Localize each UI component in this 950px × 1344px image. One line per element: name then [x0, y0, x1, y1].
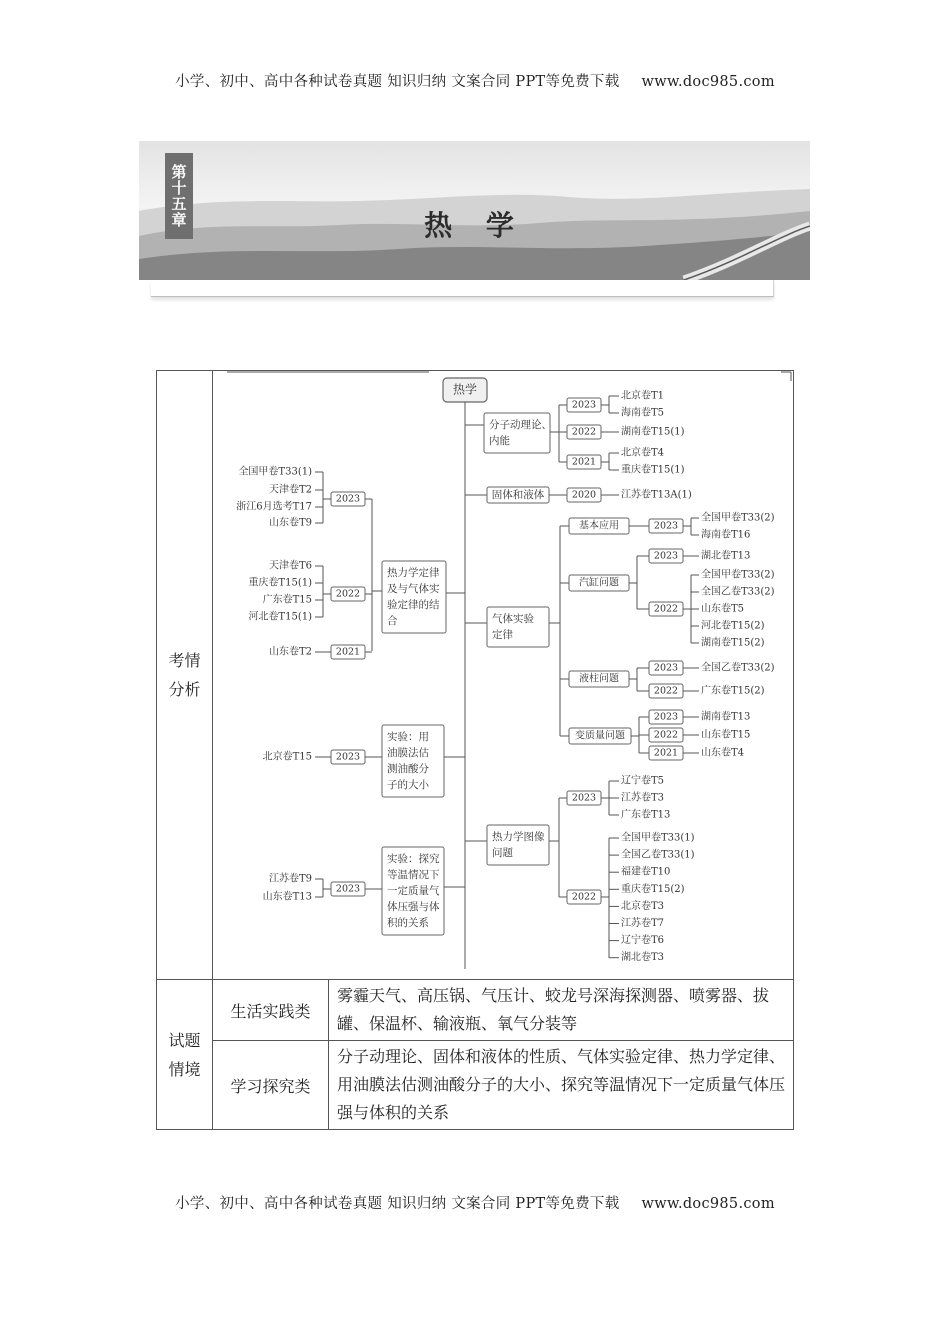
- chapter-title: 热 学: [424, 209, 526, 242]
- page-footer: [0, 1192, 950, 1213]
- year-label: 2022: [571, 426, 597, 438]
- item-label: 湖北卷T13: [701, 550, 751, 562]
- item-label: 湖北卷T3: [621, 952, 665, 964]
- year-label: 2023: [335, 751, 361, 763]
- item-label: 广东卷T15: [262, 594, 312, 606]
- banner-shadow: [151, 280, 774, 297]
- year-label: 2022: [335, 588, 361, 600]
- item-label: 河北卷T15(1): [248, 611, 312, 623]
- topic-law-text: 合: [387, 615, 398, 627]
- year-label: 2022: [653, 729, 679, 741]
- item-label: 江苏卷T7: [621, 918, 665, 929]
- item-label: 全国甲卷T33(2): [701, 512, 775, 524]
- item-label: 辽宁卷T5: [621, 775, 665, 787]
- context-label-study: 学习探究类: [213, 1041, 329, 1130]
- year-label: 2023: [335, 883, 361, 895]
- footer-text: 小学、初中、高中各种试卷真题 知识归纳 文案合同 PPT等免费下载: [175, 1196, 620, 1212]
- row-label-analysis: 考情分析: [157, 371, 213, 980]
- context-text-life: 雾霾天气、高压锅、气压计、蛟龙号深海探测器、喷雾器、拔罐、保温杯、输液瓶、氧气分装等: [329, 980, 794, 1041]
- topic-thermo-graph-text: 热力学图像: [492, 831, 545, 843]
- item-label: 北京卷T15: [262, 751, 312, 763]
- item-label: 海南卷T5: [621, 407, 665, 419]
- header-text: 小学、初中、高中各种试卷真题 知识归纳 文案合同 PPT等免费下载: [175, 74, 620, 90]
- item-label: 湖南卷T15(1): [621, 426, 685, 438]
- item-label: 重庆卷T15(1): [248, 577, 312, 589]
- topic-molecular-text: 内能: [489, 435, 510, 447]
- year-label: 2022: [571, 891, 597, 903]
- item-label: 山东卷T9: [268, 517, 312, 529]
- topic-gas-text: 定律: [492, 629, 513, 641]
- topic-thermo-graph-text: 问题: [492, 847, 513, 859]
- mindmap-cell: [213, 371, 794, 980]
- chapter-tag: 第十五章: [165, 153, 193, 239]
- item-label: 湖南卷T15(2): [701, 637, 765, 649]
- year-label: 2023: [653, 711, 679, 723]
- year-label: 2022: [653, 603, 679, 615]
- year-label: 2023: [653, 520, 679, 532]
- subtopic-cylinder-text: 汽缸问题: [579, 577, 619, 589]
- page-header: [0, 70, 950, 91]
- topic-explore-text: 实验：探究: [387, 853, 440, 865]
- item-label: 重庆卷T15(1): [621, 464, 685, 476]
- year-label: 2020: [571, 489, 597, 501]
- topic-oil-text: 子的大小: [387, 779, 429, 791]
- item-label: 全国乙卷T33(1): [621, 849, 695, 861]
- item-label: 山东卷T4: [701, 747, 745, 759]
- topic-explore-text: 积的关系: [387, 917, 429, 929]
- year-label: 2021: [653, 747, 679, 759]
- topic-law-text: 热力学定律: [387, 567, 440, 579]
- footer-url: www.doc985.com: [641, 1196, 775, 1212]
- item-label: 天津卷T6: [268, 560, 312, 572]
- item-label: 全国甲卷T33(1): [238, 466, 312, 478]
- topic-molecular-text: 分子动理论、: [489, 419, 552, 431]
- item-label: 浙江6月选考T17: [236, 501, 312, 513]
- topic-oil-text: 油膜法估: [387, 747, 429, 759]
- item-label: 全国甲卷T33(1): [621, 832, 695, 844]
- exam-analysis-table: [156, 370, 794, 1130]
- item-label: 广东卷T15(2): [701, 685, 765, 697]
- item-label: 全国乙卷T33(2): [701, 662, 775, 674]
- subtopic-liquid-text: 液柱问题: [579, 673, 619, 685]
- item-label: 山东卷T15: [701, 729, 751, 741]
- context-text-study: 分子动理论、固体和液体的性质、气体实验定律、热力学定律、用油膜法估测油酸分子的大小、探究等温情况下一定质量气体压强与体积的关系: [329, 1041, 794, 1130]
- item-label: 江苏卷T9: [268, 873, 312, 885]
- item-label: 山东卷T5: [701, 603, 745, 615]
- item-label: 北京卷T1: [621, 390, 665, 402]
- context-label-life: 生活实践类: [213, 980, 329, 1041]
- topic-explore-text: 等温情况下: [387, 869, 440, 881]
- item-label: 广东卷T13: [621, 809, 671, 821]
- item-label: 福建卷T10: [621, 866, 671, 878]
- year-label: 2023: [571, 399, 597, 411]
- year-label: 2021: [571, 456, 597, 468]
- subtopic-variable-text: 变质量问题: [575, 730, 625, 742]
- item-label: 海南卷T16: [701, 529, 751, 541]
- topic-explore-text: 体压强与体: [387, 901, 440, 913]
- year-label: 2023: [653, 662, 679, 674]
- item-label: 山东卷T13: [262, 891, 312, 903]
- topic-solid-text: 固体和液体: [491, 489, 545, 501]
- topic-explore-text: 一定质量气: [387, 885, 440, 897]
- root-label: 热学: [452, 382, 478, 397]
- mindmap: [213, 371, 793, 979]
- subtopic-basic-text: 基本应用: [579, 520, 619, 532]
- item-label: 全国乙卷T33(2): [701, 586, 775, 598]
- item-label: 江苏卷T3: [621, 792, 665, 804]
- topic-law-text: 及与气体实: [387, 583, 440, 595]
- item-label: 湖南卷T13: [701, 711, 751, 723]
- year-label: 2023: [335, 493, 361, 505]
- year-label: 2023: [571, 792, 597, 804]
- topic-law-text: 验定律的结: [387, 599, 440, 611]
- item-label: 重庆卷T15(2): [621, 883, 685, 895]
- item-label: 河北卷T15(2): [701, 620, 765, 632]
- item-label: 北京卷T3: [621, 900, 665, 912]
- item-label: 天津卷T2: [268, 484, 312, 496]
- item-label: 山东卷T2: [268, 646, 312, 658]
- year-label: 2022: [653, 685, 679, 697]
- topic-gas-text: 气体实验: [492, 613, 534, 625]
- item-label: 北京卷T4: [621, 447, 665, 459]
- item-label: 全国甲卷T33(2): [701, 569, 775, 581]
- year-label: 2023: [653, 550, 679, 562]
- topic-oil-text: 测油酸分: [387, 763, 429, 775]
- item-label: 江苏卷T13A(1): [621, 489, 692, 501]
- header-url: www.doc985.com: [641, 74, 775, 90]
- row-label-context: 试题情境: [157, 980, 213, 1130]
- year-label: 2021: [335, 646, 361, 658]
- item-label: 辽宁卷T6: [621, 935, 665, 947]
- topic-oil-text: 实验：用: [387, 731, 429, 743]
